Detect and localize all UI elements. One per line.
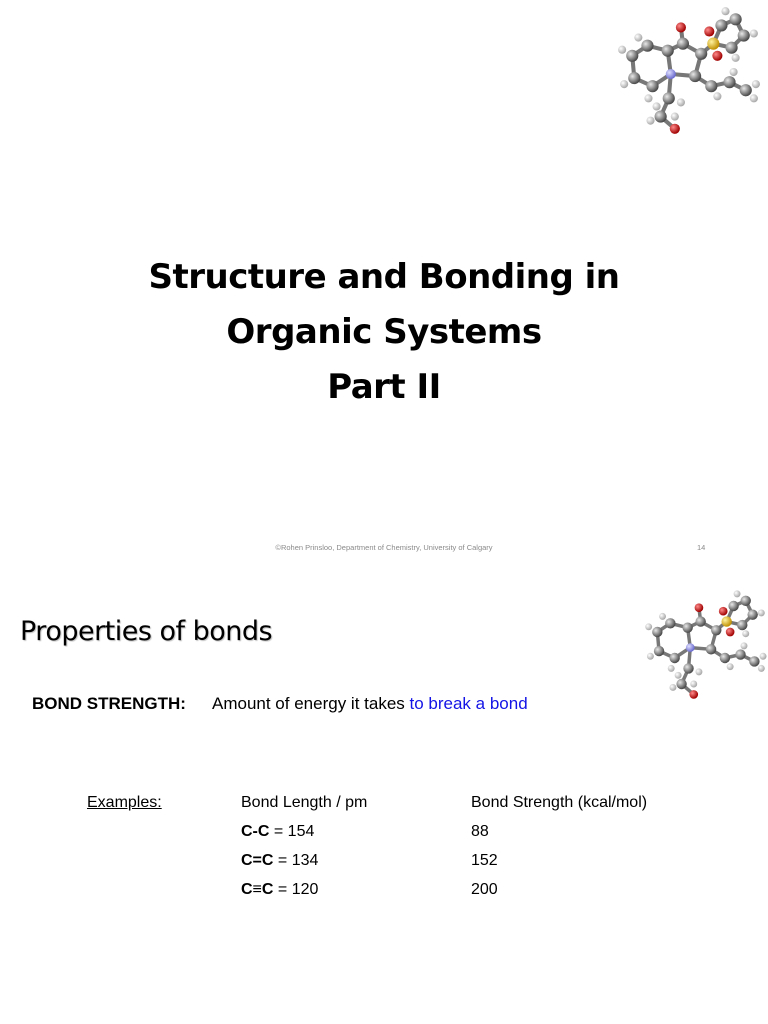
table-row	[0, 881, 768, 910]
table-row	[0, 823, 768, 852]
bond-type: C=C	[241, 852, 274, 869]
slide-heading: Properties of bonds	[20, 616, 273, 647]
copyright-footer: ©Rohen Prinsloo, Department of Chemistry, University of Calgary	[275, 543, 493, 552]
bond-strength-value: 200	[471, 881, 498, 898]
table-row	[0, 852, 768, 881]
bond-strength-value: 152	[471, 852, 498, 869]
definition-highlight: to break a bond	[409, 694, 528, 713]
title-line-3: Part II	[327, 367, 441, 407]
content-slide	[0, 566, 768, 1024]
definition-plain: Amount of energy it takes	[212, 694, 410, 713]
molecule-image	[640, 586, 768, 704]
bond-strength-header: Bond Strength (kcal/mol)	[471, 794, 648, 811]
bond-length-value: = 134	[273, 852, 319, 869]
bond-length-value: = 154	[269, 823, 315, 840]
page-number: 14	[697, 543, 706, 552]
bond-length-cell	[241, 823, 314, 841]
slide-title	[0, 250, 768, 415]
bond-length-header: Bond Length / pm	[241, 794, 368, 811]
examples-label: Examples:	[87, 794, 162, 811]
title-line-1: Structure and Bonding in	[148, 257, 620, 297]
definition-text	[212, 694, 528, 714]
definition-label: BOND STRENGTH:	[32, 694, 186, 713]
bond-strength-value: 88	[471, 823, 489, 840]
bond-type: C-C	[241, 823, 270, 840]
bond-length-cell	[241, 881, 318, 899]
title-line-2: Organic Systems	[226, 312, 542, 352]
molecule-image	[612, 2, 764, 140]
bond-length-value: = 120	[273, 881, 319, 898]
bond-type: C≡C	[241, 881, 274, 898]
bond-length-cell	[241, 852, 318, 870]
